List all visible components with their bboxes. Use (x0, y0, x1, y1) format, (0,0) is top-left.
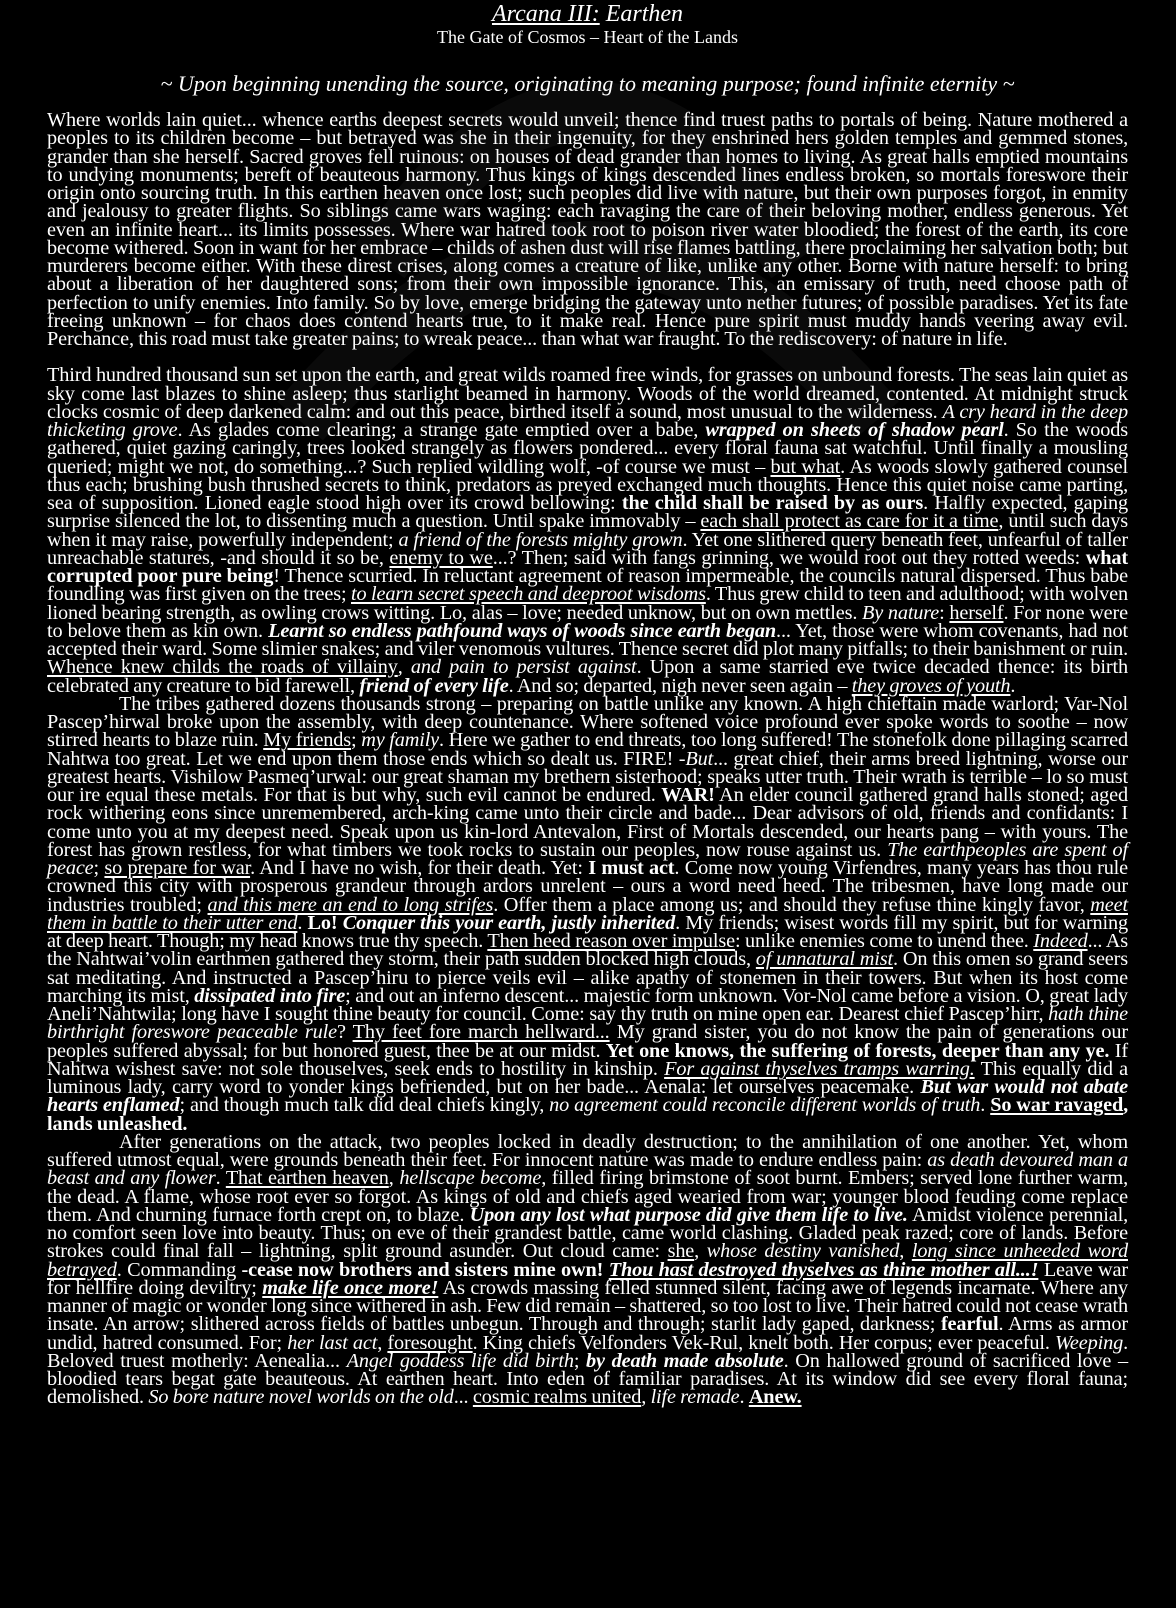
p4-text-run: Leave war for hellfire doing deviltry; (47, 1258, 1129, 1299)
p2-text-run: enemy to we (389, 546, 493, 569)
p4-text-run: That earthen heaven (225, 1167, 389, 1190)
p3-text-run: My friends (263, 729, 352, 752)
p3-text-run: ; and out an inferno descent... majestic form unknown. Vor-Nol came before a vision. O, great lady Aneli’Nahtwila; long have I sought thine beauty for council. Come: say thy truth on mine open ear. Dearest chief Pascep’hirr, (47, 984, 1129, 1025)
p3-text-run: WAR! (661, 784, 715, 806)
p3-text-run: ... As the Nahtwai’volin earthmen gathered they storm, their path sudden blocked high clouds, (47, 930, 1129, 971)
p2-text-run: : (939, 601, 950, 624)
p3-text-run: ; and though much talk did deal chiefs kingly, (179, 1094, 550, 1117)
p2-text-run: the child shall be raised by as ours (621, 492, 924, 514)
p2-text-run: . For none were to belove them as kin own. (47, 601, 1128, 642)
p3-text-run: and this mere an end to long strifes (207, 893, 494, 916)
p4-text-run: she (667, 1240, 695, 1263)
p4-text-run: , (641, 1386, 651, 1409)
p3-text-run: no agreement could reconcile different worlds of truth (549, 1094, 981, 1117)
p4-text-run: life remade (650, 1386, 740, 1409)
p3-text-run: so prepare for war (104, 857, 251, 879)
p2-text-run: A cry heard in the deep thicketing grove (47, 400, 1128, 441)
p2-text-run: . As glades come clearing; a strange gate emptied over a babe, (177, 419, 706, 441)
p3-text-run: . (297, 911, 308, 934)
p4-text-run: ... (453, 1386, 473, 1409)
p2-text-run: a friend of the forests mighty grown (398, 528, 683, 551)
p2-text-run: . Thus grew child to teen and adulthood; with wolven lioned bearing strength, as owling crows witting. Lo, alas – love; needed unknow, but on own mettles. (47, 583, 1128, 624)
p3-text-run: Conquer this your earth, justly inherited (342, 911, 676, 934)
p3-text-run: . And I have no wish, for their death. Yet: (250, 857, 589, 879)
p2-text-run: wrapped on sheets of shadow pearl (705, 419, 1004, 441)
p4-text-run: , (377, 1331, 388, 1354)
title-arcana-label: Arcana III: (491, 1, 600, 27)
p2-text-run: to learn secret speech and deeproot wisdoms (351, 583, 706, 606)
p3-text-run: Lo! (307, 911, 343, 934)
paragraph-1 (47, 111, 1128, 348)
p2-text-run: herself (949, 601, 1004, 624)
p3-text-run: Then heed reason over impulse (487, 930, 735, 952)
p3-text-run: ... great chief, their arms breed lightning, worse our greatest hearts. Vishilow Pasmeq’urwal: our great shaman my brethern sisterhood; speaks utter truth. Their wrath is terrible – lo so must our ire equal these metals. For that is but why, such evil cannot be endured. (47, 747, 1128, 806)
title-earthen-label: Earthen (599, 1, 684, 27)
p2-text-run: they groves of youth (851, 674, 1011, 697)
p3-text-run: . Come now young Virfendres, many years has thou rule crowned this city with prosperous grandeur through ardors unrelent – ours a word need heed. The tribesmen, have long made our industries troubled; (47, 857, 1129, 916)
p4-text-run: foresought (387, 1331, 473, 1354)
p3-text-run: . Here we gather to end threats, too long suffered! The stonefolk done pillaging scarred Nahtwa too great. Let we end upon them those ends which so dealt us. FIRE! - (47, 729, 1128, 770)
p3-text-run: of unnatural mist (755, 948, 894, 971)
p4-text-run: . On hallowed ground of sacrificed love – bloodied tears begat gate beauteous. At earthen heart. Into eden of familiar paradises. At its window did see every floral fauna; demolished. (47, 1349, 1129, 1409)
p3-text-run: An elder council gathered grand halls stoned; aged rock withering eons since unremembered, arch-king came unto their circle and bade... Dear advisors of old, friends and confidants: I come unto you at my deepest need. Speak upon us kin-lord Antevalon, First of Mortals descended, our hearts pang – with yours. The forest has grown restless, for what timbers we took rocks to sustain our peoples, now rouse against us. (47, 784, 1128, 861)
p2-text-run: . Yet one slithered query beneath feet, unfearful of taller unreachable statures, -and should it so be, (47, 528, 1128, 569)
p3-text-run: hath thine birthright foreswore peaceable rule (47, 1003, 1129, 1044)
p1-text-run: Where worlds lain quiet... whence earths deepest secrets would unveil; thence find truest paths to portals of being. Nature mothered a peoples to its children become – but betrayed was she in their ingenuity, for they enshrined hers golden temples and gemmed stones, grander than she herself. Sacred groves fell ruinous: on houses of dead grander than homes to living. As great halls emptied mountains to undying monuments; bereft of beauteous harmony. Thus kings of kings descended lines endless broken, so mortals foreswore their origin onto sourcing truth. In this earthen heaven once lost; such peoples did live with nature, but their own purposes forgot, in enmity and jealousy to greater flights. So siblings came wars waging: each ravaging the care of their beloving mother, endless generous. Yet even an infinite heart... its limits possesses. Where war hatred took root to poison river water bloodied; the forest of the earth, its core become withered. Soon in want for her embrace – childs of ashen dust will rise flames battling, there proclaiming her salvation both; but murderers become either. With these direst crises, along comes a creature of like, unlike any other. Borne with nature herself: to bring about a liberation of her daughtered sons; from their own impossible ignorance. This, an emissary of truth, need choose path of perfection to unify enemies. Into family. So by love, emerge bridging the gateway unto nether futures; of possible paradises. Yet its fate freeing unknown – for chaos does contend hearts true, to it make real. Hence pure spirit must muddy hands veering away evil. Perchance, this road must take greater pains; to wreak peace... than what war fraught. To the rediscovery: of nature in life. (47, 109, 1128, 350)
p3-text-run: But (685, 747, 714, 770)
p4-text-run: Angel goddess life did birth (346, 1349, 574, 1372)
p4-text-run: fearful (940, 1313, 999, 1336)
p3-text-run: But war would not abate hearts enflamed (47, 1076, 1129, 1117)
page-subtitle: The Gate of Cosmos – Heart of the Lands (437, 27, 738, 47)
p2-text-run: ...? Then; said with fangs grinning, we would root out they rotted weeds: (492, 546, 1086, 569)
p2-text-run: By nature (862, 601, 940, 624)
p3-text-run: For against thyselves tramps warring. (664, 1057, 975, 1080)
p4-text-run: by death made absolute (586, 1349, 784, 1372)
p4-text-run: ; (573, 1349, 587, 1372)
p3-text-run: meet them in battle to their utter end (47, 893, 1128, 934)
p4-text-run: . King chiefs Velfonders Vek-Rul, knelt both. Her corpus; ever peaceful. (472, 1331, 1056, 1354)
p4-text-run: . Arms as armor undid, hatred consumed. For; (47, 1313, 1128, 1354)
p3-text-run: . My friends; wisest words fill my spirit, but for warning at deep heart. Though; my head knows true thy speech. (47, 911, 1128, 952)
p2-text-run: ! Thence scurried. In reluctant agreement of reason impermeable, the councils natural dispersed. Thus babe foundling was first given on the trees; (47, 565, 1128, 606)
p4-text-run: cosmic realms united (472, 1386, 642, 1409)
p2-text-run: Whence knew childs the roads of villainy (47, 656, 398, 679)
p4-text-run: . (739, 1386, 749, 1409)
p3-text-run: ; (351, 729, 362, 752)
p3-text-run: If Nahtwa wishest save: not sole thouselves, seek ends to hostility in kinship. (47, 1039, 1128, 1080)
p2-text-run: friend of every life (359, 674, 509, 697)
p4-text-run: . (215, 1167, 226, 1190)
p3-text-run: , lands unleashed. (47, 1094, 1128, 1135)
p4-text-run: Anew. (748, 1386, 802, 1409)
p3-text-run: The tribes gathered dozens thousands strong – preparing on battle unlike any known. A high chieftain made warlord; Var-Nol Pascep’hirwal broke upon the assembly, with deep countenance. Where softened voice profound ever spoke words to soothe – now stirred hearts to blaze ruin. (47, 692, 1128, 752)
p4-text-run: As crowds massing felled stunned silent, facing awe of legends incarnate. Where any manner of magic or wonder long since withered in ash. Few did remain – shattered, so too lost to live. Their hatred could not cease wrath insate. An arrow; slithered across fields of battles unbegun. Through and through; starlit lady gaped, darkness; (47, 1276, 1128, 1336)
p2-text-run: , until such days when it may raise, powerfully independent; (47, 510, 1128, 551)
p4-text-run: , filled firing brimstone of soot burnt. Embers; served lone further warm, the dead. A flame, whose root ever so forgot. As kings of old and chiefs aged wearied from war; younger blood feuding come replace them. And churning furnace forth crept on, to blaze. (47, 1167, 1128, 1226)
p4-text-run: whose destiny vanished (706, 1240, 900, 1263)
p4-text-run: Amidst violence perennial, no comfort seen love into beauty. Thus; on eve of their grandest battle, came world clashing. Gladed peak razed; core of lands. Before strokes could final fall – lightning, split ground asunder. Out cloud came: (47, 1203, 1128, 1263)
p4-text-run: , (388, 1167, 400, 1190)
p2-text-run: . Upon a same starried eve twice decaded thence: its birth celebrated any creature to bid farewell, (47, 656, 1128, 697)
p2-text-run: ... Yet, those were whom covenants, had not accepted their ward. Some slimier snakes; and viler venomous vultures. Thence secret did plot many pitfalls; to their banishment or ruin. (47, 619, 1128, 660)
p4-text-run: make life once more! (262, 1276, 439, 1299)
p3-text-run: dissipated into fire (194, 984, 346, 1007)
p4-text-run: -cease now brothers and sisters mine own! (241, 1258, 609, 1281)
p3-text-run: : unlike enemies come to unend thee. (734, 930, 1034, 952)
p4-text-run: After generations on the attack, two peoples locked in deadly destruction; to the annihilation of one another. Yet, whom suffered utmost equal, were grounds beneath their feet. For innocent nature was made to endure endless pain: (47, 1130, 1128, 1171)
p4-text-run: as death devoured man a beast and any flower (47, 1149, 1128, 1190)
p3-text-run: Thy feet fore march hellward... (352, 1021, 610, 1044)
p2-text-run: . As woods slowly gathered counsel thus each; brushing bush thrushed secrets to think, predators as preyed exchanged much thoughts. Hence this quiet noise came parting, sea of supposition. Lioned eagle stood high over its crowd bellowing: (47, 455, 1128, 514)
p3-text-run: My grand sister, you do not know the pain of generations our peoples suffered abyssal; for but honored guest, thee be at our midst. (47, 1021, 1129, 1062)
p2-text-run: , and pain to persist against (397, 656, 637, 679)
p2-text-run: Third hundred thousand sun set upon the earth, and great wilds roamed free winds, for grasses on unbound forests. The seas lain quiet as sky come last blazes to shine asleep; thus starlight beamed in harmony. Woods of the world dreamed, contented. At midnight struck clocks cosmic of deep darkened calm: and out this peace, birthed itself a sound, most unusual to the wilderness. (47, 364, 1128, 423)
p3-text-run: I must act (588, 857, 675, 879)
p3-text-run: This equally did a luminous lady, carry word to yonder kings befriended, but on her bade... Aenala: let ourselves peacemake. (47, 1057, 1128, 1098)
paragraph-3 (47, 692, 1129, 1135)
p3-text-run: So war ravaged (990, 1094, 1124, 1117)
p4-text-run: So bore nature novel worlds on the old (148, 1386, 454, 1409)
paragraph-2 (47, 366, 1128, 695)
p2-text-run: . So the woods gathered, quiet gazing caringly, trees looked strangely as flowers pondered... every floral fauna sat watchful. Until finally a mousling queried; might we not, do something...? Such replied wildling wolf, -of course we must – (47, 419, 1129, 478)
p2-text-run: what corrupted poor pure being (47, 546, 1128, 587)
p4-text-run: Upon any lost what purpose did give them life to live. (469, 1203, 908, 1226)
p3-text-run: Yet one knows, the suffering of forests, deeper than any ye. (605, 1039, 1110, 1062)
p4-text-run: Thou hast destroyed thyselves as thine mother all...! (608, 1258, 1039, 1281)
p2-text-run: Learnt so endless pathfound ways of woods since earth began (268, 619, 777, 642)
p4-text-run: Weeping (1055, 1331, 1124, 1354)
p3-text-run: . On this omen so grand seers sat meditating. And instructed a Pascep’hiru to pierce veils evil – alike apathy of stonemen in their towers. But when its host come marching its mist, (47, 948, 1129, 1007)
p4-text-run: . Beloved truest motherly: Aenealia... (47, 1331, 1128, 1372)
p4-text-run: , (899, 1240, 912, 1263)
p2-text-run: . Halfly expected, gaping surprise silenced the lot, to dissenting much a question. Until spake immovably – (47, 492, 1128, 533)
p3-text-run: . Offer them a place among us; and should they refuse thine kingly favor, (493, 893, 1091, 916)
page-title (47, 1, 1128, 27)
paragraph-4 (47, 1130, 1129, 1409)
p4-text-run: , (694, 1240, 707, 1263)
p3-text-run: my family (361, 729, 440, 752)
p4-text-run: . Commanding (116, 1258, 242, 1281)
p3-text-run: . (980, 1094, 991, 1117)
p2-text-run: each shall protect as care for it a time (700, 510, 999, 533)
p4-text-run: her last act (287, 1331, 378, 1354)
p3-text-run: The earthpeoples are spent of peace (47, 838, 1128, 879)
page-content (0, 1, 1176, 1407)
p4-text-run: long since unheeded word betrayed (47, 1240, 1128, 1281)
p2-text-run: but what (770, 455, 841, 478)
p3-text-run: Indeed (1033, 930, 1088, 952)
p2-text-run: . (1010, 674, 1016, 697)
epigraph: ~ Upon beginning unending the source, originating to meaning purpose; found infinite eternity ~ (160, 71, 1015, 96)
p4-text-run: hellscape become (399, 1167, 542, 1190)
p3-text-run: ? (336, 1021, 353, 1044)
p2-text-run: . And so; departed, nigh never seen again – (508, 674, 852, 697)
p3-text-run: ; (93, 857, 105, 879)
